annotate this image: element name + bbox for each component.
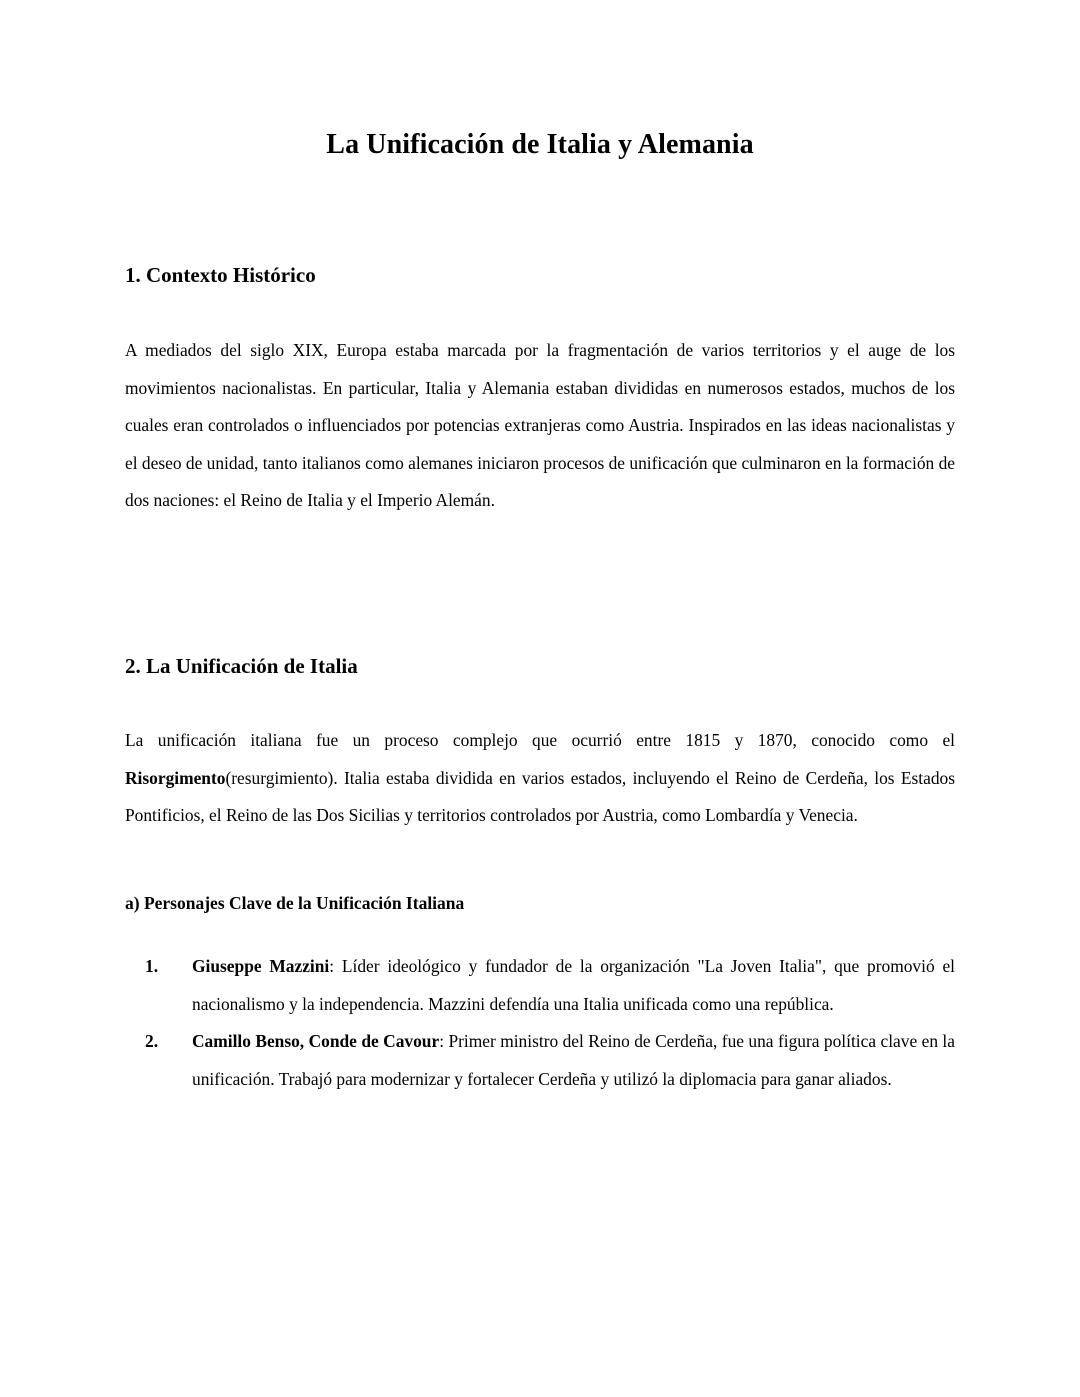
list-item-body [192, 1023, 955, 1098]
list-item-body [192, 948, 955, 1023]
personajes-clave-list [125, 948, 955, 1098]
section-heading-contexto-historico: 1. Contexto Histórico [125, 263, 316, 287]
list-item [125, 948, 955, 1023]
list-item-name: Giuseppe Mazzini [192, 956, 330, 976]
list-item-description: : Primer ministro del Reino de Cerdeña, fue una figura política clave en la unificación. Trabajó para modernizar y fortalecer Cerdeña y utilizó la diplomacia para ganar aliados. [192, 1031, 955, 1089]
list-item [125, 1023, 955, 1098]
paragraph-lead-text: La unificación italiana fue un proceso complejo que ocurrió entre 1815 y 1870, conocido como el [125, 730, 955, 750]
subheading-personajes-clave: a) Personajes Clave de la Unificación Italiana [125, 893, 465, 913]
list-item-name: Camillo Benso, Conde de Cavour [192, 1031, 440, 1051]
page-title: La Unificación de Italia y Alemania [326, 129, 754, 160]
list-item-marker: 2. [145, 1031, 159, 1051]
paragraph-rest-text: (resurgimiento). Italia estaba dividida en varios estados, incluyendo el Reino de Cerdeña, los Estados Pontificios, el Reino de las Dos Sicilias y territorios controlados por Austria, como Lombardía y Venecia. [125, 767, 955, 825]
paragraph-unificacion-italia [125, 722, 955, 835]
section-heading-unificacion-italia: 2. La Unificación de Italia [125, 654, 358, 678]
list-item-marker: 1. [145, 956, 159, 976]
list-item-description: : Líder ideológico y fundador de la organización "La Joven Italia", que promovió el nacionalismo y la independencia. Mazzini defendía una Italia unificada como una república. [192, 956, 955, 1014]
paragraph-contexto-historico: A mediados del siglo XIX, Europa estaba marcada por la fragmentación de varios territorios y el auge de los movimientos nacionalistas. En particular, Italia y Alemania estaban divididas en numerosos estados, muchos de los cuales eran controlados o influenciados por potencias extranjeras como Austria. Inspirados en las ideas nacionalistas y el deseo de unidad, tanto italianos como alemanes iniciaron procesos de unificación que culminaron en la formación de dos naciones: el Reino de Italia y el Imperio Alemán. [125, 340, 955, 510]
term-risorgimento: Risorgimento [125, 767, 226, 788]
